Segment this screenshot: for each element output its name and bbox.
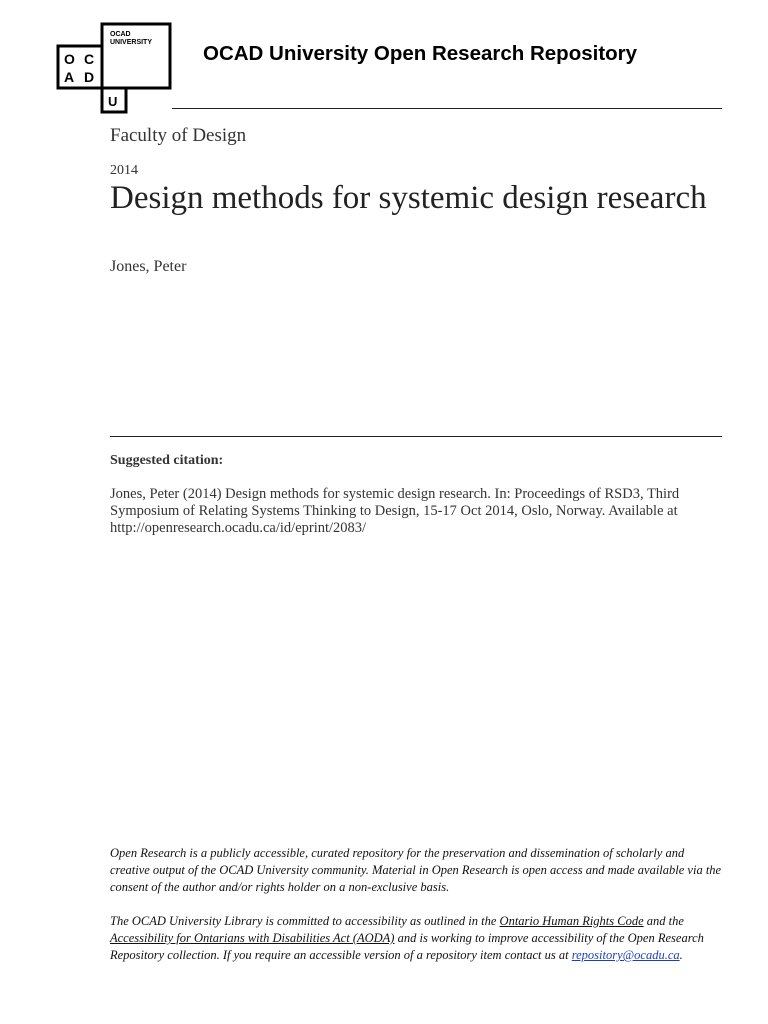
accessibility-text-part2: and the (643, 914, 684, 928)
open-research-statement: Open Research is a publicly accessible, curated repository for the preservation and dissemination of scholarly and creative output of the OCAD University community. Material in Open Research is open access and made available via the consent of the author and/or rights holder on a non-exclusive basis. (110, 846, 722, 894)
ontario-human-rights-code-link[interactable]: Ontario Human Rights Code (499, 914, 644, 928)
publication-year: 2014 (110, 163, 138, 178)
ocad-logo-graphic (56, 22, 172, 114)
citation-text: Jones, Peter (2014) Design methods for systemic design research. In: Proceedings of RSD3, Third Symposium of Relating Systems Thinking to Design, 15-17 Oct 2014, Oslo, Norway. Available at http://openresearch.ocadu.ca/id/eprint/2083/ (110, 486, 680, 536)
accessibility-text-part4: . (679, 948, 683, 962)
aoda-link[interactable]: Accessibility for Ontarians with Disabilities Act (AODA) (110, 931, 395, 945)
logo-letter-o: O (64, 51, 75, 67)
logo-letter-u: U (108, 94, 118, 109)
document-title: Design methods for systemic design research (110, 180, 707, 216)
accessibility-text-part3: and is working to improve accessibility of the Open Research Repository collection. If you require an accessible version of a repository item contact us at (110, 931, 704, 962)
accessibility-text-part1: The OCAD University Library is committed to accessibility as outlined in the (110, 914, 500, 928)
logo-text-ocad: OCAD (110, 31, 131, 38)
repository-title: OCAD University Open Research Repository (203, 42, 638, 65)
ocad-university-logo (56, 22, 172, 114)
faculty-name: Faculty of Design (110, 125, 247, 146)
accessibility-statement (110, 913, 730, 964)
logo-letter-d: D (84, 69, 95, 85)
logo-letter-c: C (84, 51, 95, 67)
logo-text-university: UNIVERSITY (110, 39, 153, 46)
repository-email-link[interactable]: repository@ocadu.ca (571, 948, 680, 962)
citation-label: Suggested citation: (110, 453, 224, 468)
section-divider (110, 436, 722, 437)
header-divider (172, 108, 722, 109)
author-name: Jones, Peter (110, 258, 187, 275)
logo-letter-a: A (64, 69, 75, 85)
